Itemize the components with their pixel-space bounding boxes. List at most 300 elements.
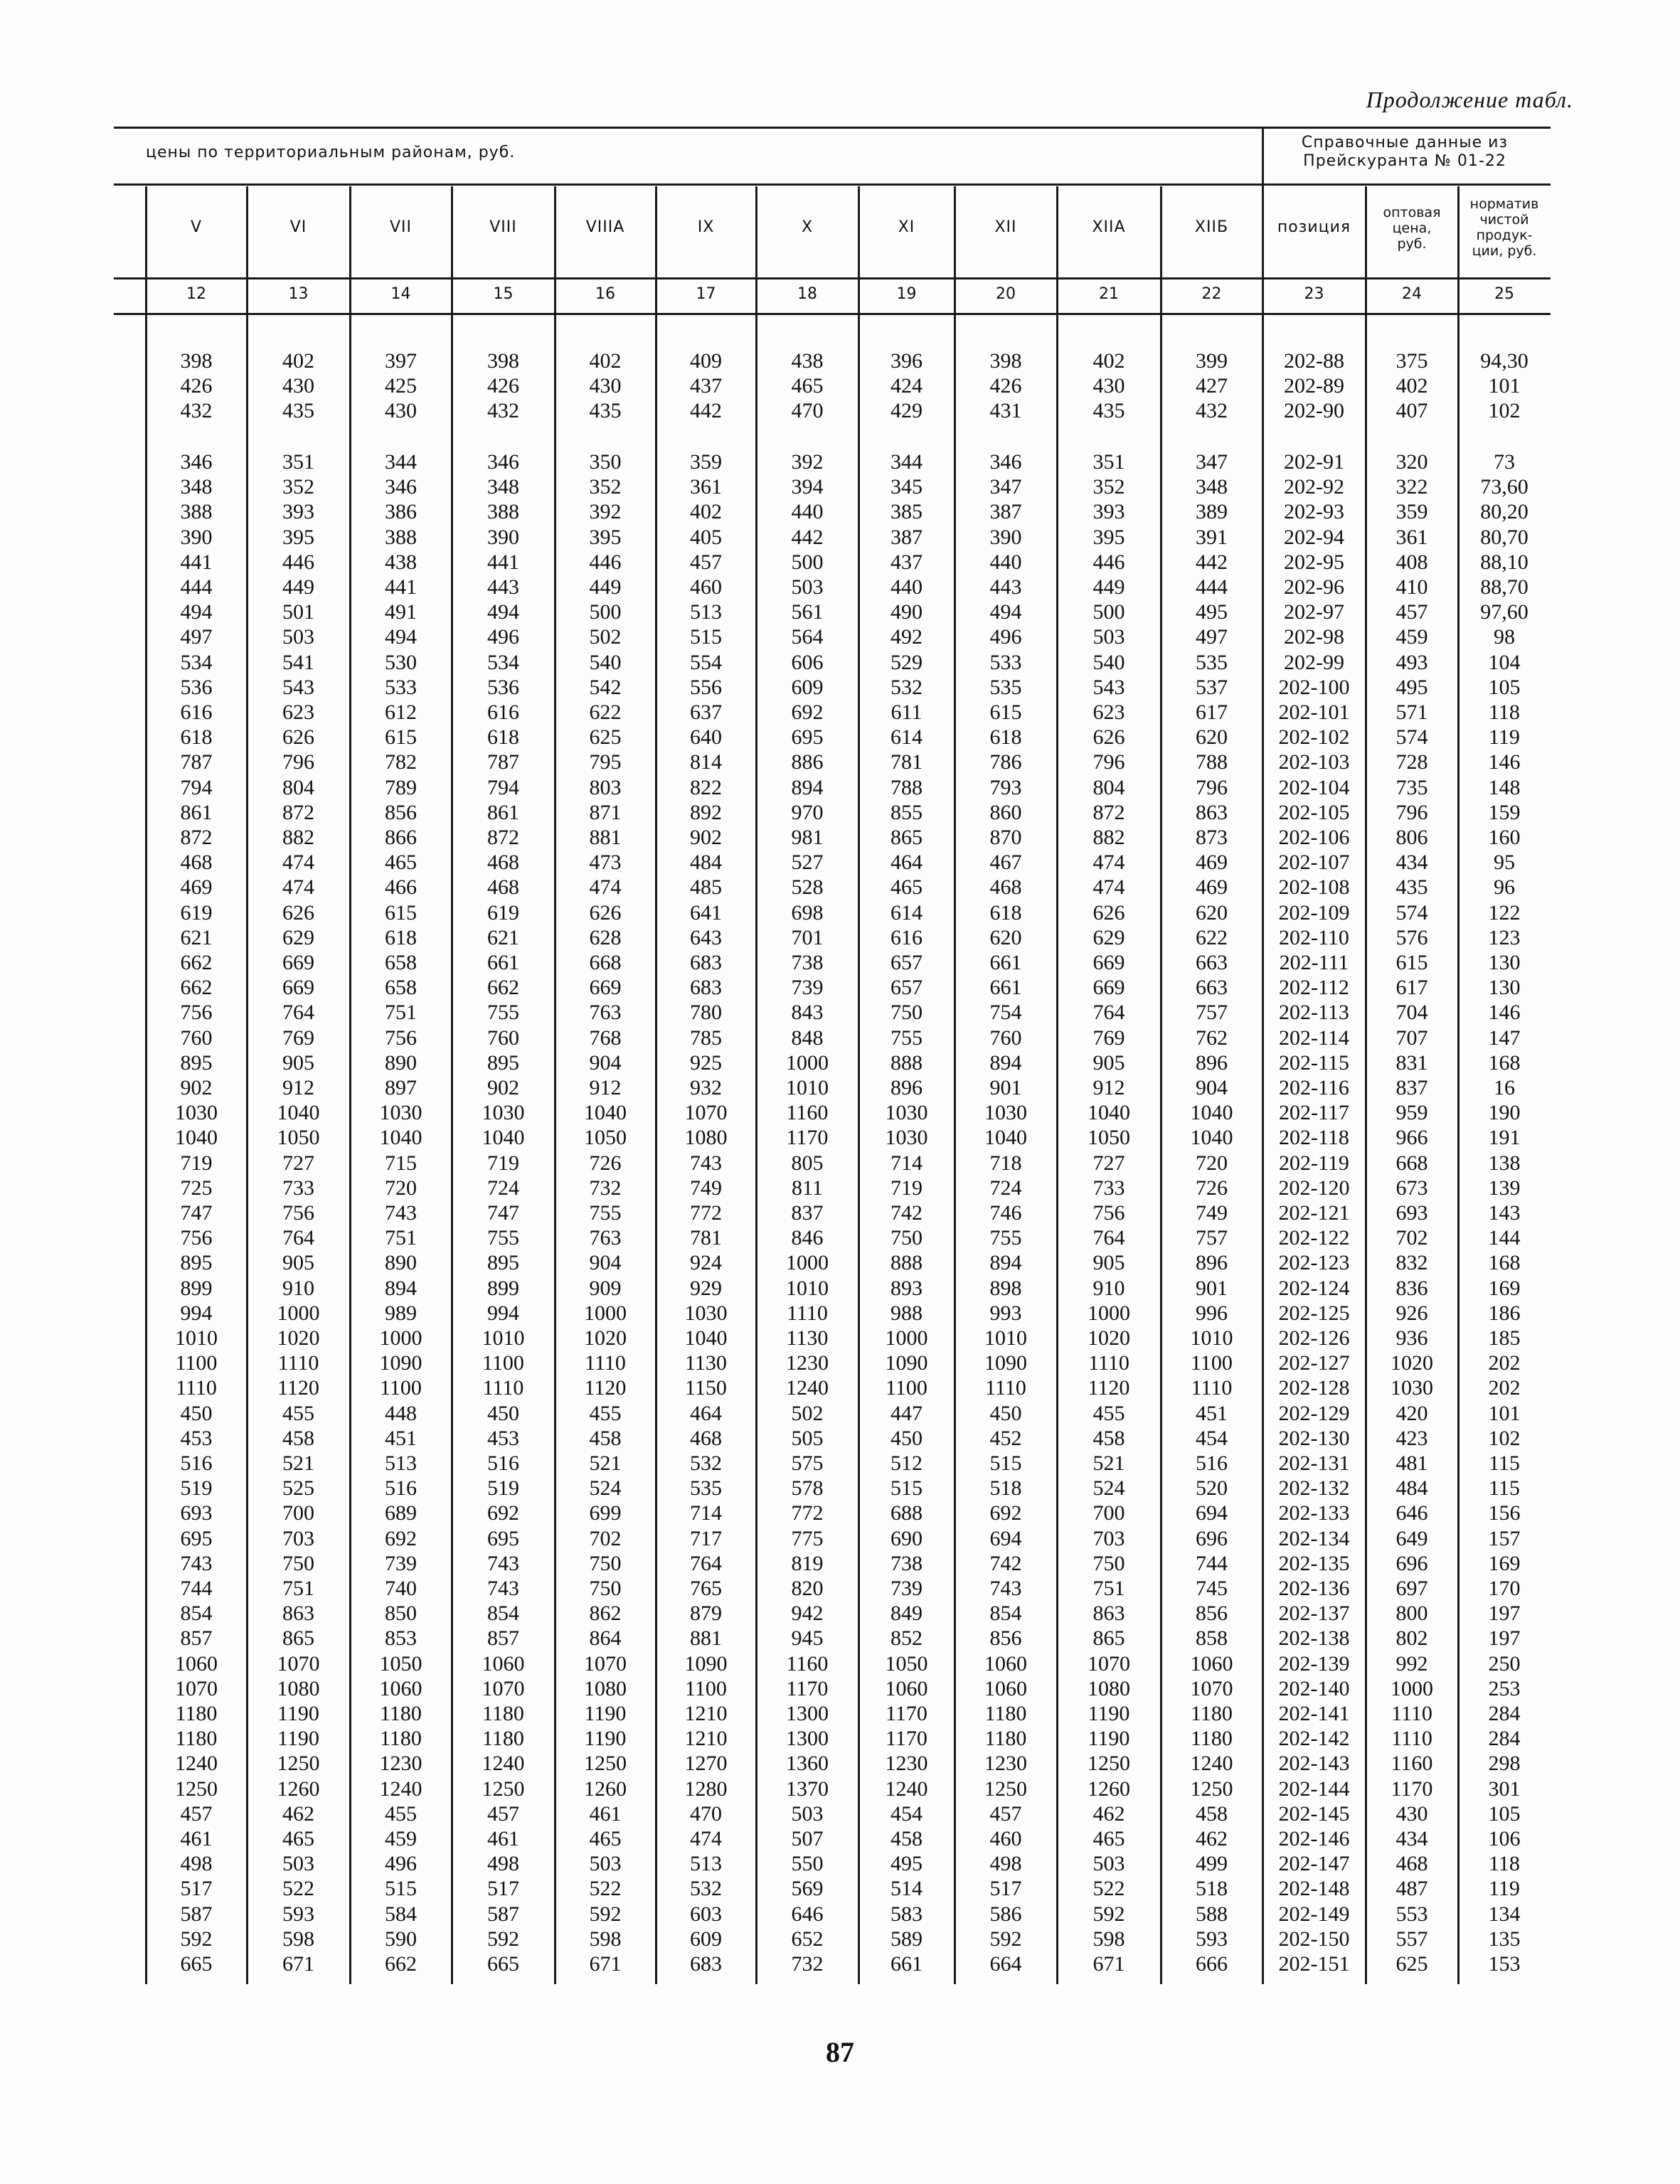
table-cell: 253 xyxy=(1488,1676,1521,1700)
table-cell: 409 xyxy=(690,349,722,373)
table-cell: 465 xyxy=(890,875,923,900)
table-cell: 1030 xyxy=(175,1101,218,1125)
table-cell: 870 xyxy=(989,826,1022,849)
table-cell: 440 xyxy=(890,575,923,599)
table-cell: 498 xyxy=(989,1852,1022,1876)
table-cell: 138 xyxy=(1488,1151,1521,1175)
table-cell: 849 xyxy=(890,1602,923,1626)
table-cell: 1300 xyxy=(786,1727,829,1751)
table-cell: 426 xyxy=(180,374,213,398)
table-cell: 484 xyxy=(1395,1476,1428,1501)
table-cell: 444 xyxy=(1196,575,1228,599)
table-cell: 683 xyxy=(690,976,722,1000)
table-cell: 346 xyxy=(989,450,1022,474)
table-cell: 1100 xyxy=(685,1676,727,1700)
table-row xyxy=(0,1951,1680,1976)
table-row xyxy=(0,1851,1680,1876)
table-cell: 822 xyxy=(690,775,722,799)
table-cell: 535 xyxy=(989,675,1022,699)
table-cell: 449 xyxy=(282,575,314,599)
table-cell: 1030 xyxy=(984,1101,1027,1125)
table-cell: 481 xyxy=(1395,1451,1428,1475)
table-row xyxy=(0,525,1680,550)
table-cell: 440 xyxy=(791,500,824,524)
table-cell: 484 xyxy=(690,851,722,875)
table-cell: 434 xyxy=(1395,851,1428,875)
table-cell: 520 xyxy=(1196,1476,1228,1501)
table-cell: 756 xyxy=(180,1001,213,1025)
table-cell: 469 xyxy=(180,875,213,900)
table-cell: 453 xyxy=(487,1426,519,1450)
table-cell: 1170 xyxy=(786,1676,829,1700)
table-cell: 375 xyxy=(1395,349,1428,373)
table-cell: 693 xyxy=(180,1501,213,1525)
table-cell: 143 xyxy=(1488,1201,1521,1225)
table-cell: 856 xyxy=(1196,1602,1228,1626)
table-cell: 388 xyxy=(180,500,213,524)
table-cell: 665 xyxy=(487,1952,519,1976)
table-cell: 202-107 xyxy=(1278,851,1350,875)
table-cell: 554 xyxy=(690,650,722,674)
table-cell: 516 xyxy=(487,1451,519,1475)
table-cell: 615 xyxy=(989,701,1022,724)
table-cell: 385 xyxy=(890,500,923,524)
table-cell: 348 xyxy=(180,475,213,499)
table-cell: 755 xyxy=(487,1226,519,1250)
table-cell: 522 xyxy=(589,1877,622,1901)
table-cell: 992 xyxy=(1395,1651,1428,1676)
table-cell: 764 xyxy=(1092,1001,1125,1025)
table-cell: 474 xyxy=(1092,875,1125,900)
table-cell: 804 xyxy=(1092,775,1125,799)
table-cell: 202-132 xyxy=(1278,1476,1350,1501)
table-cell: 535 xyxy=(690,1476,722,1501)
table-cell: 739 xyxy=(791,976,824,1000)
table-cell: 616 xyxy=(487,701,519,724)
table-cell: 781 xyxy=(890,750,923,774)
table-cell: 393 xyxy=(1092,500,1125,524)
table-cell: 760 xyxy=(989,1026,1022,1050)
table-cell: 742 xyxy=(890,1201,923,1225)
table-row xyxy=(0,650,1680,675)
table-cell: 202-119 xyxy=(1279,1151,1349,1175)
table-cell: 625 xyxy=(1395,1952,1428,1976)
table-cell: 1040 xyxy=(984,1126,1027,1150)
table-cell: 420 xyxy=(1395,1401,1428,1425)
table-cell: 447 xyxy=(890,1401,923,1425)
table-cell: 881 xyxy=(690,1626,722,1651)
table-row xyxy=(0,1651,1680,1676)
table-cell: 846 xyxy=(791,1226,824,1250)
table-cell: 863 xyxy=(282,1602,314,1626)
table-cell: 671 xyxy=(1092,1952,1125,1976)
table-cell: 491 xyxy=(385,600,417,624)
table-cell: 168 xyxy=(1488,1251,1521,1275)
table-cell: 780 xyxy=(690,1001,722,1025)
table-cell: 905 xyxy=(282,1050,314,1075)
table-cell: 832 xyxy=(1395,1251,1428,1275)
table-cell: 1190 xyxy=(277,1727,319,1751)
table-cell: 1010 xyxy=(984,1326,1027,1350)
table-cell: 487 xyxy=(1395,1877,1428,1901)
table-cell: 671 xyxy=(589,1952,622,1976)
table-cell: 516 xyxy=(1196,1451,1228,1475)
table-cell: 707 xyxy=(1395,1026,1428,1050)
table-cell: 426 xyxy=(487,374,519,398)
table-row xyxy=(0,1701,1680,1726)
table-cell: 497 xyxy=(1196,625,1228,649)
column-number: 14 xyxy=(390,285,411,303)
table-cell: 495 xyxy=(1196,600,1228,624)
table-cell: 574 xyxy=(1395,900,1428,925)
table-row xyxy=(0,1576,1680,1601)
table-cell: 118 xyxy=(1489,701,1520,724)
table-cell: 587 xyxy=(487,1902,519,1926)
table-row xyxy=(0,1876,1680,1901)
table-cell: 426 xyxy=(989,374,1022,398)
table-cell: 462 xyxy=(282,1801,314,1826)
table-cell: 683 xyxy=(690,951,722,974)
table-cell: 1110 xyxy=(1391,1727,1432,1751)
table-cell: 458 xyxy=(1092,1426,1125,1450)
column-header-line: руб. xyxy=(1397,236,1427,252)
table-cell: 888 xyxy=(890,1251,923,1275)
table-cell: 890 xyxy=(385,1050,417,1075)
table-cell: 1070 xyxy=(482,1676,525,1700)
table-cell: 820 xyxy=(791,1577,824,1600)
table-cell: 1210 xyxy=(684,1727,728,1751)
table-cell: 500 xyxy=(1092,600,1125,624)
table-cell: 352 xyxy=(1092,475,1125,499)
table-cell: 1240 xyxy=(482,1752,525,1776)
table-cell: 848 xyxy=(791,1026,824,1050)
table-cell: 661 xyxy=(890,1952,923,1976)
table-cell: 855 xyxy=(890,800,923,824)
column-header-line: оптовая xyxy=(1383,205,1441,220)
table-cell: 760 xyxy=(180,1026,213,1050)
table-cell: 350 xyxy=(589,450,622,474)
table-cell: 1370 xyxy=(786,1777,829,1801)
table-cell: 768 xyxy=(589,1026,622,1050)
table-cell: 73,60 xyxy=(1480,475,1529,499)
table-cell: 1250 xyxy=(175,1777,218,1801)
table-cell: 156 xyxy=(1488,1501,1521,1525)
table-cell: 694 xyxy=(1196,1501,1228,1525)
table-cell: 1360 xyxy=(786,1752,829,1776)
table-cell: 533 xyxy=(989,650,1022,674)
table-cell: 618 xyxy=(385,925,417,949)
table-cell: 742 xyxy=(989,1551,1022,1575)
table-cell: 863 xyxy=(1196,800,1228,824)
column-header: IX xyxy=(697,218,715,236)
table-cell: 1030 xyxy=(1391,1376,1433,1400)
table-cell: 626 xyxy=(589,900,622,925)
table-cell: 1040 xyxy=(277,1101,320,1125)
table-cell: 1180 xyxy=(380,1702,422,1725)
table-cell: 626 xyxy=(1092,725,1125,750)
table-cell: 1060 xyxy=(482,1651,525,1676)
table-cell: 88,10 xyxy=(1480,550,1529,574)
table-cell: 455 xyxy=(385,1801,417,1826)
table-cell: 899 xyxy=(180,1276,213,1300)
table-cell: 739 xyxy=(385,1551,417,1575)
table-cell: 782 xyxy=(385,750,417,774)
table-cell: 924 xyxy=(690,1251,722,1275)
table-cell: 202-127 xyxy=(1278,1351,1350,1375)
table-cell: 102 xyxy=(1488,1426,1521,1450)
table-row xyxy=(0,1026,1680,1050)
table-cell: 714 xyxy=(890,1151,923,1175)
table-cell: 459 xyxy=(1395,625,1428,649)
table-cell: 344 xyxy=(890,450,923,474)
table-cell: 498 xyxy=(180,1852,213,1876)
table-row xyxy=(0,1176,1680,1200)
table-cell: 528 xyxy=(791,875,824,900)
table-cell: 348 xyxy=(487,475,519,499)
table-row xyxy=(0,875,1680,900)
table-row xyxy=(0,624,1680,649)
table-cell: 438 xyxy=(791,349,824,373)
table-cell: 623 xyxy=(282,701,314,724)
table-cell: 553 xyxy=(1395,1902,1428,1926)
table-cell: 1040 xyxy=(584,1101,627,1125)
table-cell: 106 xyxy=(1488,1827,1521,1850)
table-cell: 959 xyxy=(1395,1101,1428,1125)
table-cell: 468 xyxy=(180,851,213,875)
table-cell: 1040 xyxy=(482,1126,525,1150)
table-cell: 1170 xyxy=(886,1702,927,1725)
table-cell: 1300 xyxy=(786,1702,829,1725)
table-cell: 202-150 xyxy=(1278,1927,1350,1951)
table-cell: 347 xyxy=(1196,450,1228,474)
column-header-line: чистой xyxy=(1479,212,1529,228)
table-cell: 1110 xyxy=(1088,1351,1129,1375)
table-cell: 769 xyxy=(1092,1026,1125,1050)
table-cell: 837 xyxy=(791,1201,824,1225)
table-cell: 746 xyxy=(989,1201,1022,1225)
table-cell: 1060 xyxy=(175,1651,218,1676)
table-cell: 854 xyxy=(487,1602,519,1626)
table-cell: 831 xyxy=(1395,1050,1428,1075)
table-cell: 496 xyxy=(487,625,519,649)
column-header-line: норматив xyxy=(1469,196,1539,212)
table-cell: 683 xyxy=(690,1952,722,1976)
table-cell: 592 xyxy=(487,1927,519,1951)
table-cell: 895 xyxy=(487,1050,519,1075)
table-cell: 435 xyxy=(1092,399,1125,423)
table-cell: 540 xyxy=(1092,650,1125,674)
table-cell: 620 xyxy=(1196,725,1228,750)
table-cell: 474 xyxy=(1092,851,1125,875)
table-cell: 1070 xyxy=(175,1676,218,1700)
table-cell: 298 xyxy=(1488,1752,1521,1776)
table-cell: 981 xyxy=(791,826,824,849)
table-cell: 669 xyxy=(589,976,622,1000)
table-cell: 359 xyxy=(1395,500,1428,524)
table-cell: 301 xyxy=(1488,1777,1521,1801)
table-cell: 474 xyxy=(282,875,314,900)
table-cell: 668 xyxy=(1395,1151,1428,1175)
table-cell: 904 xyxy=(589,1050,622,1075)
table-cell: 614 xyxy=(890,725,923,750)
table-cell: 592 xyxy=(180,1927,213,1951)
table-cell: 740 xyxy=(385,1577,417,1600)
table-cell: 872 xyxy=(180,826,213,849)
table-cell: 469 xyxy=(1196,851,1228,875)
table-cell: 894 xyxy=(385,1276,417,1300)
table-row xyxy=(0,474,1680,499)
table-cell: 513 xyxy=(690,600,722,624)
table-cell: 750 xyxy=(589,1577,622,1600)
table-cell: 756 xyxy=(385,1026,417,1050)
table-cell: 159 xyxy=(1488,800,1521,824)
table-row xyxy=(0,575,1680,600)
table-cell: 284 xyxy=(1488,1702,1521,1725)
table-cell: 592 xyxy=(989,1927,1022,1951)
table-cell: 430 xyxy=(1092,374,1125,398)
table-cell: 574 xyxy=(1395,725,1428,750)
table-cell: 1080 xyxy=(277,1676,320,1700)
table-cell: 465 xyxy=(791,374,824,398)
table-cell: 522 xyxy=(1092,1877,1125,1901)
table-cell: 1070 xyxy=(684,1101,728,1125)
table-cell: 1240 xyxy=(1190,1752,1233,1776)
table-cell: 910 xyxy=(1092,1276,1125,1300)
table-cell: 666 xyxy=(1196,1952,1228,1976)
table-cell: 202-145 xyxy=(1278,1801,1350,1826)
table-cell: 872 xyxy=(1092,800,1125,824)
table-cell: 1100 xyxy=(380,1376,422,1400)
table-cell: 1110 xyxy=(985,1376,1026,1400)
table-cell: 747 xyxy=(180,1201,213,1225)
table-cell: 1110 xyxy=(585,1351,626,1375)
table-cell: 872 xyxy=(282,800,314,824)
table-cell: 496 xyxy=(385,1852,417,1876)
table-cell: 1020 xyxy=(1088,1326,1130,1350)
table-cell: 1050 xyxy=(379,1651,422,1676)
table-cell: 856 xyxy=(385,800,417,824)
table-cell: 462 xyxy=(1196,1827,1228,1850)
table-cell: 437 xyxy=(890,550,923,574)
table-cell: 454 xyxy=(890,1801,923,1826)
table-cell: 1190 xyxy=(1088,1702,1130,1725)
table-cell: 1210 xyxy=(684,1702,728,1725)
table-cell: 720 xyxy=(385,1176,417,1200)
table-cell: 202-148 xyxy=(1278,1877,1350,1901)
table-cell: 901 xyxy=(1196,1276,1228,1300)
table-cell: 1000 xyxy=(885,1326,928,1350)
table-cell: 690 xyxy=(890,1526,923,1550)
table-cell: 1170 xyxy=(786,1126,829,1150)
table-cell: 662 xyxy=(385,1952,417,1976)
table-cell: 502 xyxy=(589,625,622,649)
table-cell: 500 xyxy=(791,550,824,574)
table-cell: 432 xyxy=(487,399,519,423)
column-number: 25 xyxy=(1494,285,1514,303)
column-number-rule xyxy=(114,313,1551,315)
table-cell: 622 xyxy=(589,701,622,724)
table-cell: 494 xyxy=(989,600,1022,624)
table-cell: 442 xyxy=(690,399,722,423)
table-cell: 532 xyxy=(890,675,923,699)
table-cell: 541 xyxy=(282,650,314,674)
table-cell: 1110 xyxy=(1391,1702,1432,1725)
table-cell: 942 xyxy=(791,1602,824,1626)
table-cell: 749 xyxy=(1196,1201,1228,1225)
table-cell: 788 xyxy=(1196,750,1228,774)
column-number: 20 xyxy=(996,285,1016,303)
table-cell: 1080 xyxy=(1088,1676,1130,1700)
table-cell: 702 xyxy=(589,1526,622,1550)
table-cell: 521 xyxy=(589,1451,622,1475)
table-cell: 795 xyxy=(589,750,622,774)
table-cell: 457 xyxy=(690,550,722,574)
table-cell: 793 xyxy=(989,775,1022,799)
table-cell: 458 xyxy=(890,1827,923,1850)
table-row xyxy=(0,1777,1680,1801)
table-cell: 1240 xyxy=(786,1376,829,1400)
table-cell: 130 xyxy=(1488,976,1521,1000)
table-cell: 1100 xyxy=(482,1351,524,1375)
table-cell: 1180 xyxy=(482,1727,524,1751)
table-cell: 756 xyxy=(180,1226,213,1250)
table-cell: 102 xyxy=(1488,399,1521,423)
table-cell: 147 xyxy=(1488,1026,1521,1050)
table-cell: 589 xyxy=(890,1927,923,1951)
table-cell: 619 xyxy=(487,900,519,925)
table-cell: 719 xyxy=(890,1176,923,1200)
table-cell: 796 xyxy=(282,750,314,774)
table-cell: 494 xyxy=(487,600,519,624)
table-cell: 1000 xyxy=(379,1326,422,1350)
table-cell: 80,20 xyxy=(1480,500,1529,524)
table-cell: 530 xyxy=(385,650,417,674)
table-row xyxy=(0,1151,1680,1176)
table-row xyxy=(0,1826,1680,1851)
table-cell: 757 xyxy=(1196,1001,1228,1025)
table-row xyxy=(0,1301,1680,1326)
table-cell: 494 xyxy=(385,625,417,649)
table-cell: 756 xyxy=(1092,1201,1125,1225)
table-cell: 94,30 xyxy=(1480,349,1529,373)
table-cell: 392 xyxy=(589,500,622,524)
table-cell: 692 xyxy=(385,1526,417,1550)
table-cell: 1000 xyxy=(786,1251,829,1275)
table-cell: 466 xyxy=(385,875,417,900)
table-cell: 850 xyxy=(385,1602,417,1626)
table-cell: 202 xyxy=(1488,1351,1521,1375)
table-cell: 586 xyxy=(989,1902,1022,1926)
table-cell: 532 xyxy=(690,1451,722,1475)
table-cell: 455 xyxy=(282,1401,314,1425)
table-cell: 322 xyxy=(1395,475,1428,499)
table-cell: 502 xyxy=(791,1401,824,1425)
table-cell: 750 xyxy=(890,1001,923,1025)
table-cell: 886 xyxy=(791,750,824,774)
table-cell: 497 xyxy=(180,625,213,649)
table-cell: 856 xyxy=(989,1626,1022,1651)
table-cell: 202-147 xyxy=(1278,1852,1350,1876)
table-cell: 564 xyxy=(791,625,824,649)
table-cell: 503 xyxy=(282,1852,314,1876)
continuation-title: Продолжение табл. xyxy=(1366,87,1573,112)
table-cell: 641 xyxy=(690,900,722,925)
table-cell: 1010 xyxy=(482,1326,525,1350)
table-row xyxy=(0,1501,1680,1525)
table-cell: 525 xyxy=(282,1476,314,1501)
table-cell: 989 xyxy=(385,1301,417,1325)
table-cell: 665 xyxy=(180,1952,213,1976)
